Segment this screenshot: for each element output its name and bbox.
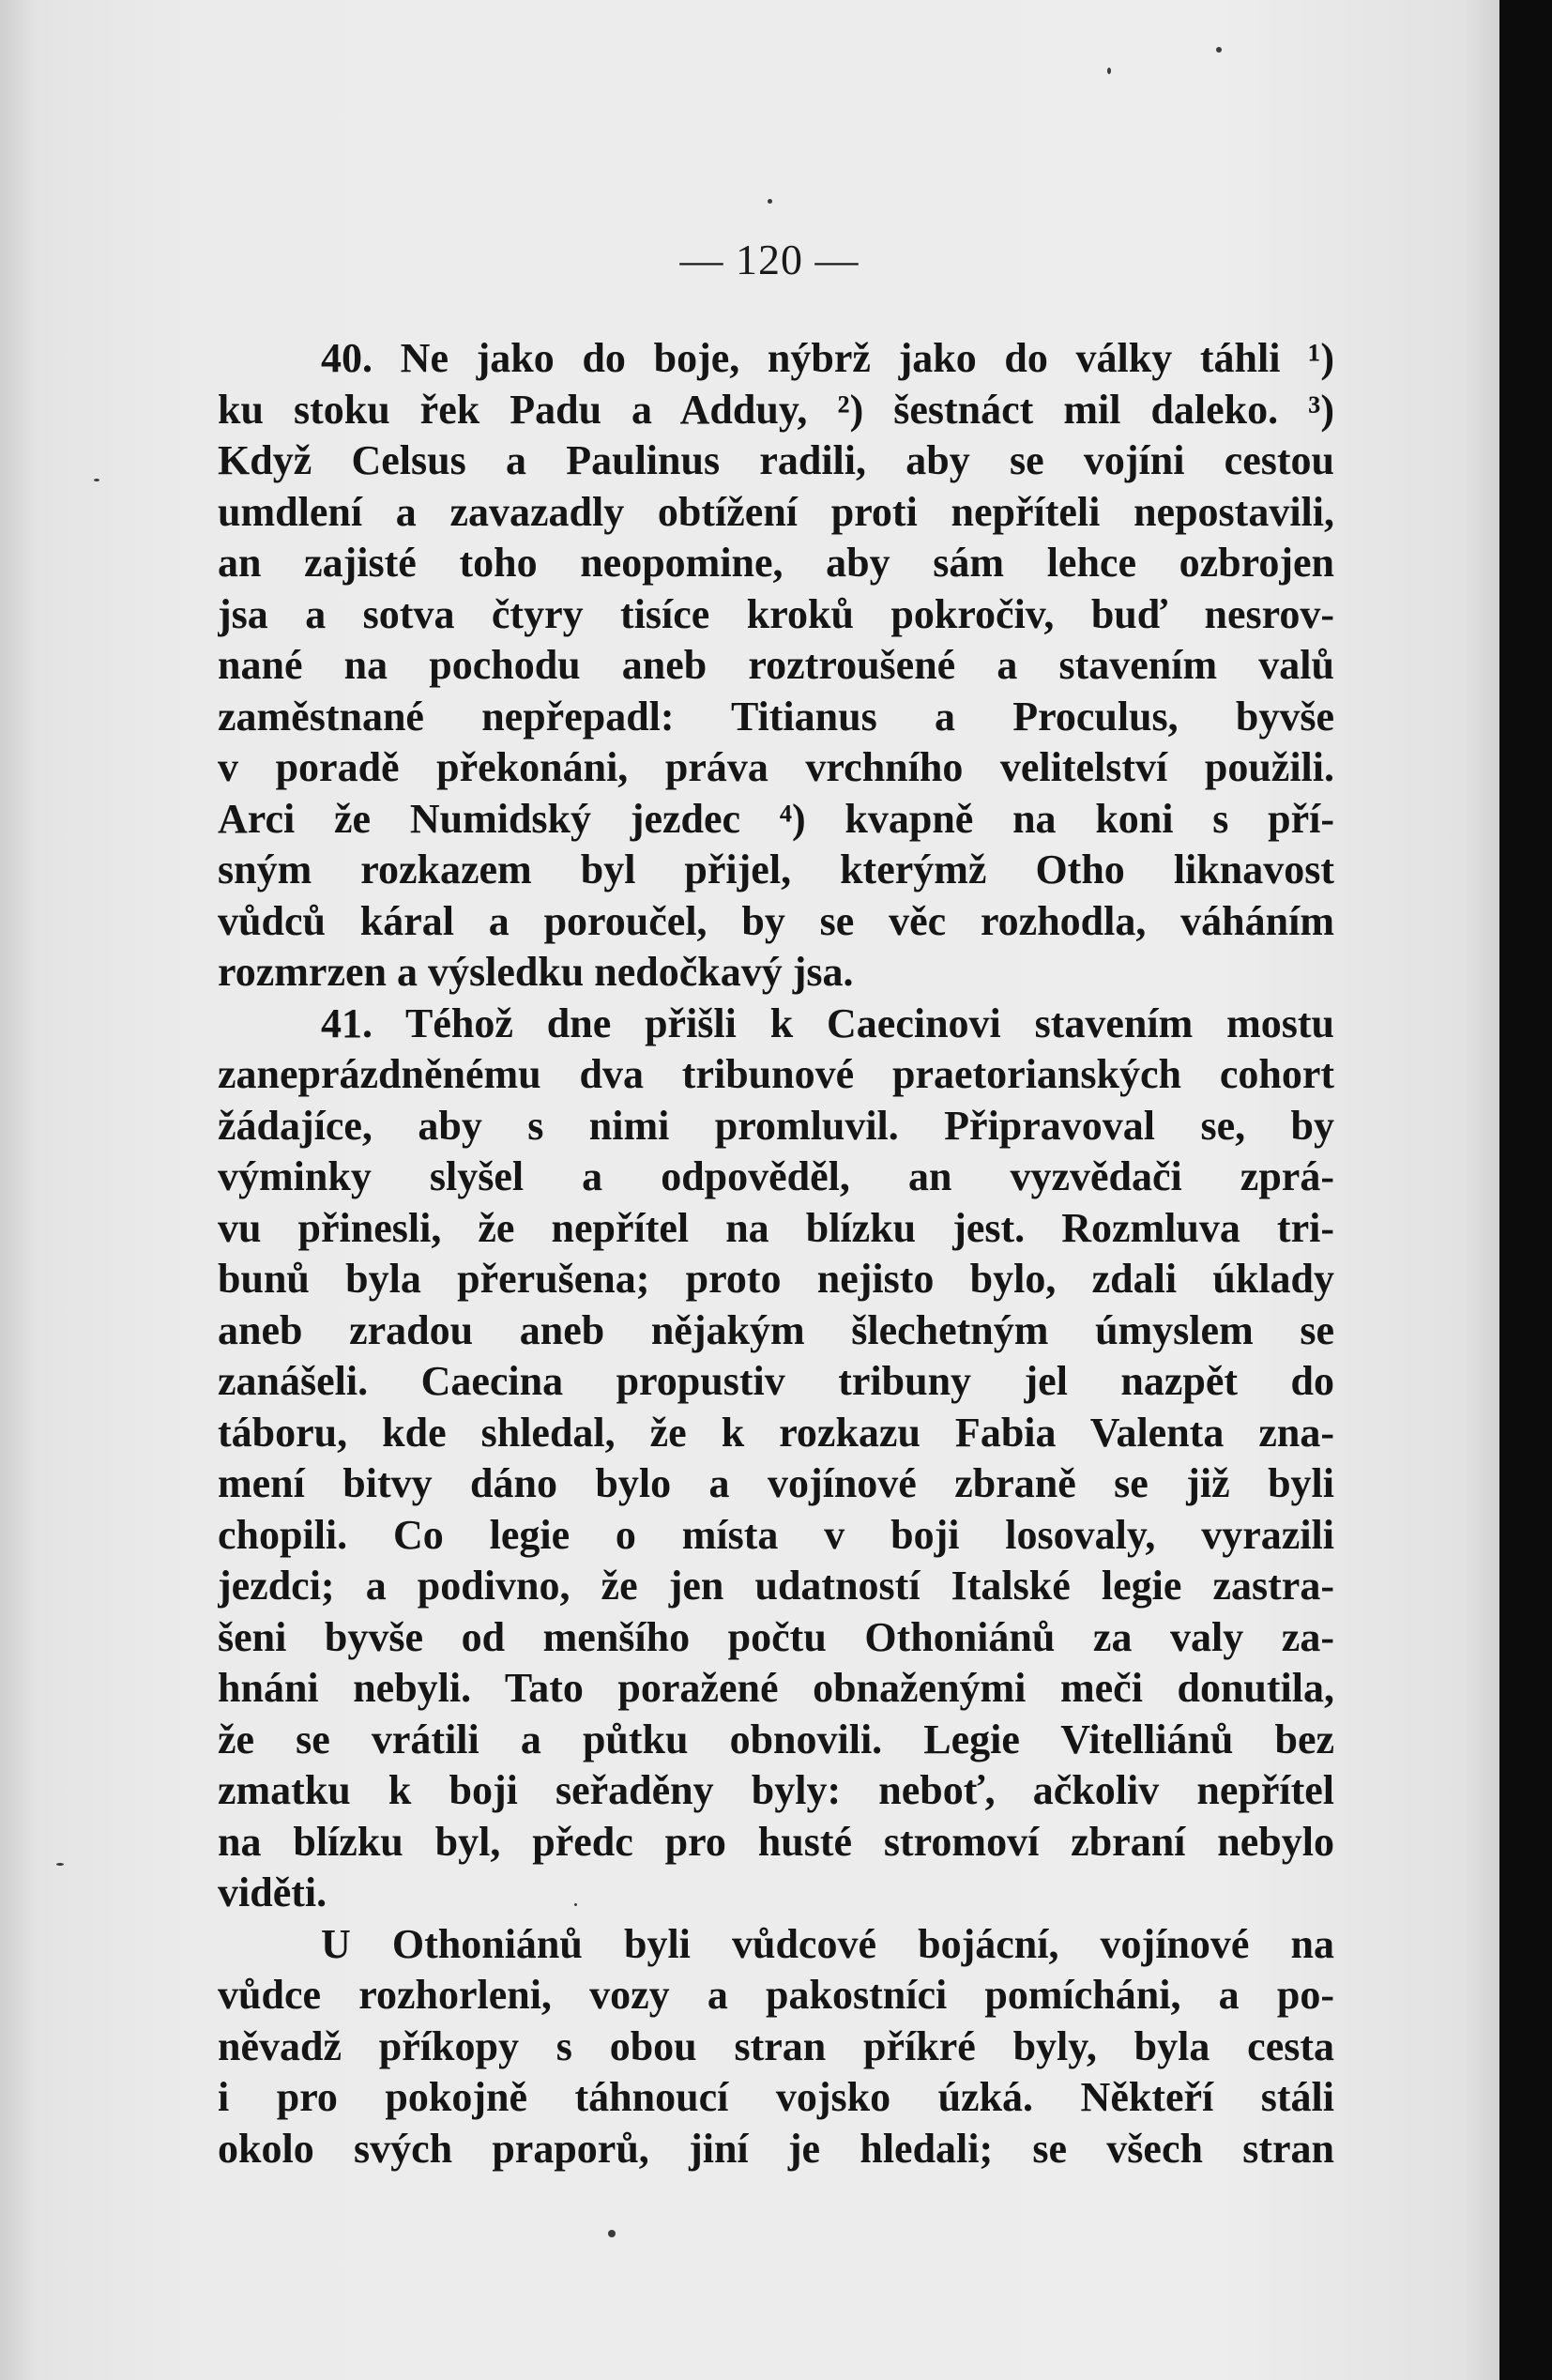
text-line: vůdce rozhorleni, vozy a pakostníci pomícháni, a po- [218, 1972, 1334, 2018]
text-line: jezdci; a podivno, že jen udatností Italské legie zastra- [218, 1563, 1334, 1609]
text-line: hnáni nebyli. Tato poražené obnaženými meči donutila, [218, 1665, 1334, 1711]
text-line: zaměstnané nepřepadl: Titianus a Proculus, byvše [218, 693, 1334, 740]
text-line: U Othoniánů byli vůdcové bojácní, vojínové na [321, 1920, 1334, 1967]
print-speck [94, 479, 99, 481]
text-line: bunů byla přerušena; proto nejisto bylo, zdali úklady [218, 1256, 1334, 1302]
text-line: šeni byvše od menšího počtu Othoniánů za valy za- [218, 1613, 1334, 1660]
print-speck [1107, 68, 1111, 74]
print-speck [1216, 47, 1222, 53]
text-line: táboru, kde shledal, že k rozkazu Fabia Valenta zna- [218, 1409, 1334, 1456]
text-line: vůdců káral a poroučel, by se věc rozhodla, váháním [218, 897, 1334, 944]
text-line: sným rozkazem byl přijel, kterýmž Otho liknavost [218, 847, 1334, 892]
text-line: aneb zradou aneb nějakým šlechetným úmyslem se [218, 1306, 1334, 1353]
text-line: zaneprázdněnému dva tribunové praetorianských cohort [218, 1051, 1334, 1097]
text-line: viděti. [218, 1869, 327, 1915]
print-speck [574, 1903, 577, 1906]
text-line: žádajíce, aby s nimi promluvil. Připravoval se, by [218, 1102, 1334, 1149]
text-line: 40. Ne jako do boje, nýbrž jako do války táhli ¹) [321, 335, 1334, 381]
text-line: Když Celsus a Paulinus radili, aby se vojíni cestou [218, 437, 1334, 483]
text-line: v poradě překonáni, práva vrchního velitelství použili. [218, 744, 1334, 790]
text-line: chopili. Co legie o místa v boji losovaly, vyrazili [218, 1511, 1334, 1558]
text-line: umdlení a zavazadly obtížení proti nepříteli nepostavili, [218, 488, 1334, 535]
text-line: výminky slyšel a odpověděl, an vyzvědači zprá- [218, 1153, 1334, 1199]
text-line: 41. Téhož dne přišli k Caecinovi stavením mostu [321, 999, 1334, 1046]
print-speck [56, 1863, 64, 1866]
page-number: — 120 — [679, 236, 860, 283]
text-line: i pro pokojně táhnoucí vojsko úzká. Někteří stáli [218, 2074, 1334, 2120]
text-line: mení bitvy dáno bylo a vojínové zbraně se již byli [218, 1460, 1334, 1506]
text-line: Arci že Numidský jezdec ⁴) kvapně na koni s pří- [218, 795, 1334, 842]
text-line: ku stoku řek Padu a Adduy, ²) šestnáct mil daleko. ³) [218, 386, 1334, 433]
text-line: vu přinesli, že nepřítel na blízku jest. Rozmluva tri- [218, 1204, 1334, 1251]
scan-border [1499, 0, 1552, 2380]
text-line: nané na pochodu aneb roztroušené a stavením valů [218, 642, 1334, 688]
text-line: že se vrátili a půtku obnovili. Legie Vitelliánů bez [218, 1716, 1334, 1762]
print-speck [608, 2230, 616, 2237]
text-line: zmatku k boji seřaděny byly: neboť, ačkoliv nepřítel [218, 1767, 1334, 1813]
body-text [218, 333, 1334, 2174]
print-speck [768, 199, 772, 204]
text-line: jsa a sotva čtyry tisíce kroků pokročiv, buď nesrov- [218, 590, 1334, 637]
text-line: an zajisté toho neopomine, aby sám lehce ozbrojen [218, 540, 1334, 586]
text-line: okolo svých praporů, jiní je hledali; se všech stran [218, 2125, 1334, 2172]
text-line: rozmrzen a výsledku nedočkavý jsa. [218, 949, 854, 995]
text-line: na blízku byl, předc pro husté stromoví zbraní nebylo [218, 1818, 1334, 1865]
text-line: zanášeli. Caecina propustiv tribuny jel nazpět do [218, 1358, 1334, 1404]
text-line: něvadž příkopy s obou stran příkré byly, byla cesta [218, 2022, 1334, 2069]
